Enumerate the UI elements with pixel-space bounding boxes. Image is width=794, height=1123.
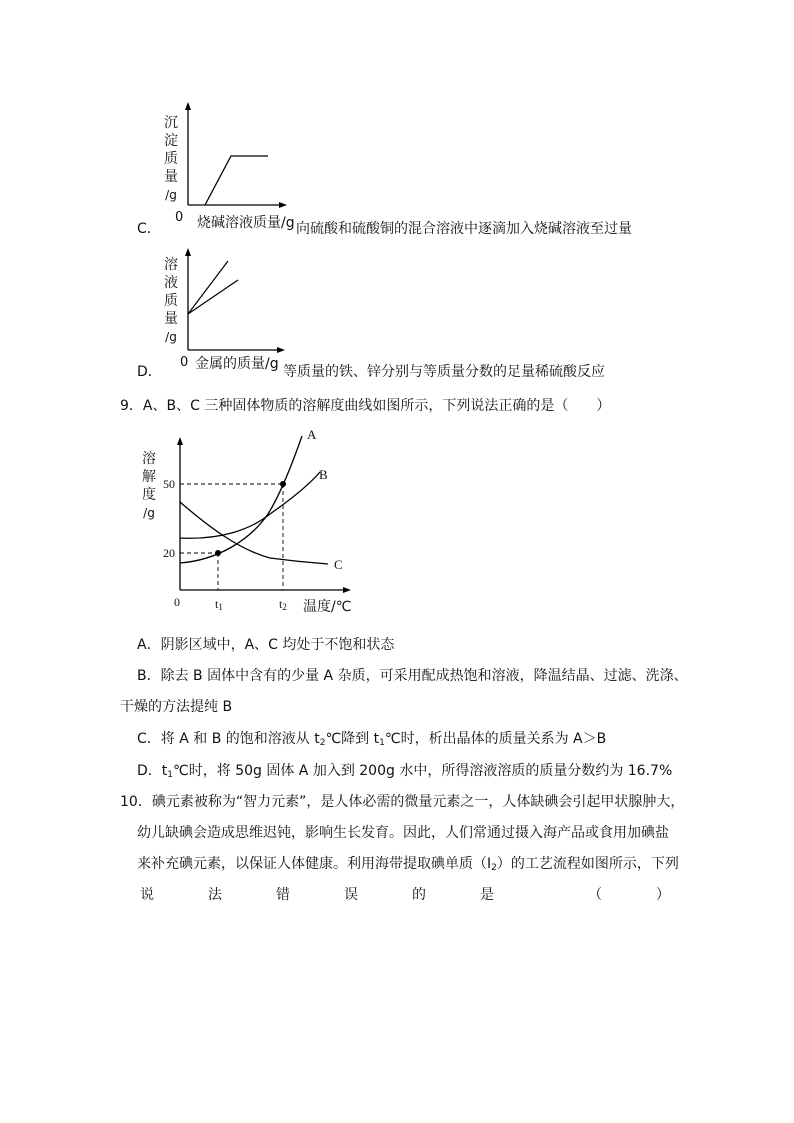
chart-y-arrow xyxy=(177,437,183,445)
question-9-stem: 9．A、B、C 三种固体物质的溶解度曲线如图所示，下列说法正确的是（ ） xyxy=(120,398,611,414)
graph-d-line-steep xyxy=(188,261,228,314)
graph-c-y-axis-label: 沉 淀 质 量 /g xyxy=(164,115,178,202)
label-curve-a: A xyxy=(307,427,317,442)
graph-c-x-axis-label: 烧碱溶液质量/g xyxy=(197,215,295,231)
question-10-line3: 来补充碘元素，以保证人体健康。利用海带提取碘单质$(I_2)$的工艺流程如图所示，下列 xyxy=(137,856,679,873)
question-10-line2: 幼儿缺碘会造成思维迟钝，影响生长发育。因此，人们常通过摄入海产品或食用加碘盐 xyxy=(137,825,669,841)
option-c-letter: C． xyxy=(137,221,161,237)
graph-c-y-arrow xyxy=(185,102,191,110)
tick-t2: $t_2$ xyxy=(279,597,287,612)
option-d-letter: D． xyxy=(137,364,162,380)
label-curve-b: B xyxy=(319,467,328,482)
question-10-line1: 10．碘元素被称为“智力元素”，是人体必需的微量元素之一，人体缺碘会引起甲状腺肿大， xyxy=(120,794,685,810)
solubility-chart-svg xyxy=(150,420,370,620)
graph-d-line-shallow xyxy=(188,280,238,314)
q9-option-b-line2: 干燥的方法提纯 B xyxy=(120,699,233,715)
graph-c-origin: 0 xyxy=(175,210,184,225)
graph-d-origin: 0 xyxy=(180,355,189,370)
curve-c xyxy=(180,502,328,564)
graph-c-axes xyxy=(175,100,295,215)
option-c-description: 向硫酸和硫酸铜的混合溶液中逐滴加入烧碱溶液至过量 xyxy=(296,221,632,237)
graph-c-x-arrow xyxy=(279,202,287,208)
graph-d-y-arrow xyxy=(185,248,191,256)
label-curve-c: C xyxy=(334,557,343,572)
graph-d-x-axis-label: 金属的质量/g xyxy=(195,356,279,372)
q9-option-d: D．$t_1℃$时，将 50g 固体 A 加入到 200g 水中，所得溶液溶质的质量分数约为 16.7% xyxy=(137,763,673,780)
q9-option-c: C．将 A 和 B 的饱和溶液从 $t_2℃$降到 $t_1℃$时，析出晶体的质量关系为 A＞B xyxy=(137,731,607,748)
tick-20: 20 xyxy=(163,546,175,560)
q9-option-b-line1: B．除去 B 固体中含有的少量 A 杂质，可采用配成热饱和溶液，降温结晶、过滤、洗涤、 xyxy=(137,668,688,684)
q9-option-a: A．阴影区域中，A、C 均处于不饱和状态 xyxy=(137,637,395,653)
tick-50: 50 xyxy=(163,477,175,491)
graph-d-y-axis-label: 溶 液 质 量 /g xyxy=(164,257,178,344)
question-10-line4: 说 法 错 误 的 是 （ ） xyxy=(140,887,670,903)
point-a-t2 xyxy=(280,481,286,487)
tick-t1: $t_1$ xyxy=(215,597,223,612)
point-intersection-t1 xyxy=(215,550,221,556)
curve-a xyxy=(180,436,302,563)
curve-b xyxy=(180,472,320,538)
chart-x-arrow xyxy=(343,587,351,593)
chart-origin: 0 xyxy=(174,595,180,609)
chart-x-axis-label: 温度/℃ xyxy=(303,599,352,615)
option-d-description: 等质量的铁、锌分别与等质量分数的足量稀硫酸反应 xyxy=(283,364,605,380)
graph-d-axes xyxy=(175,246,295,356)
graph-c-curve xyxy=(205,156,268,205)
chart-y-axis-label: 溶 解 度 /g xyxy=(142,451,156,520)
